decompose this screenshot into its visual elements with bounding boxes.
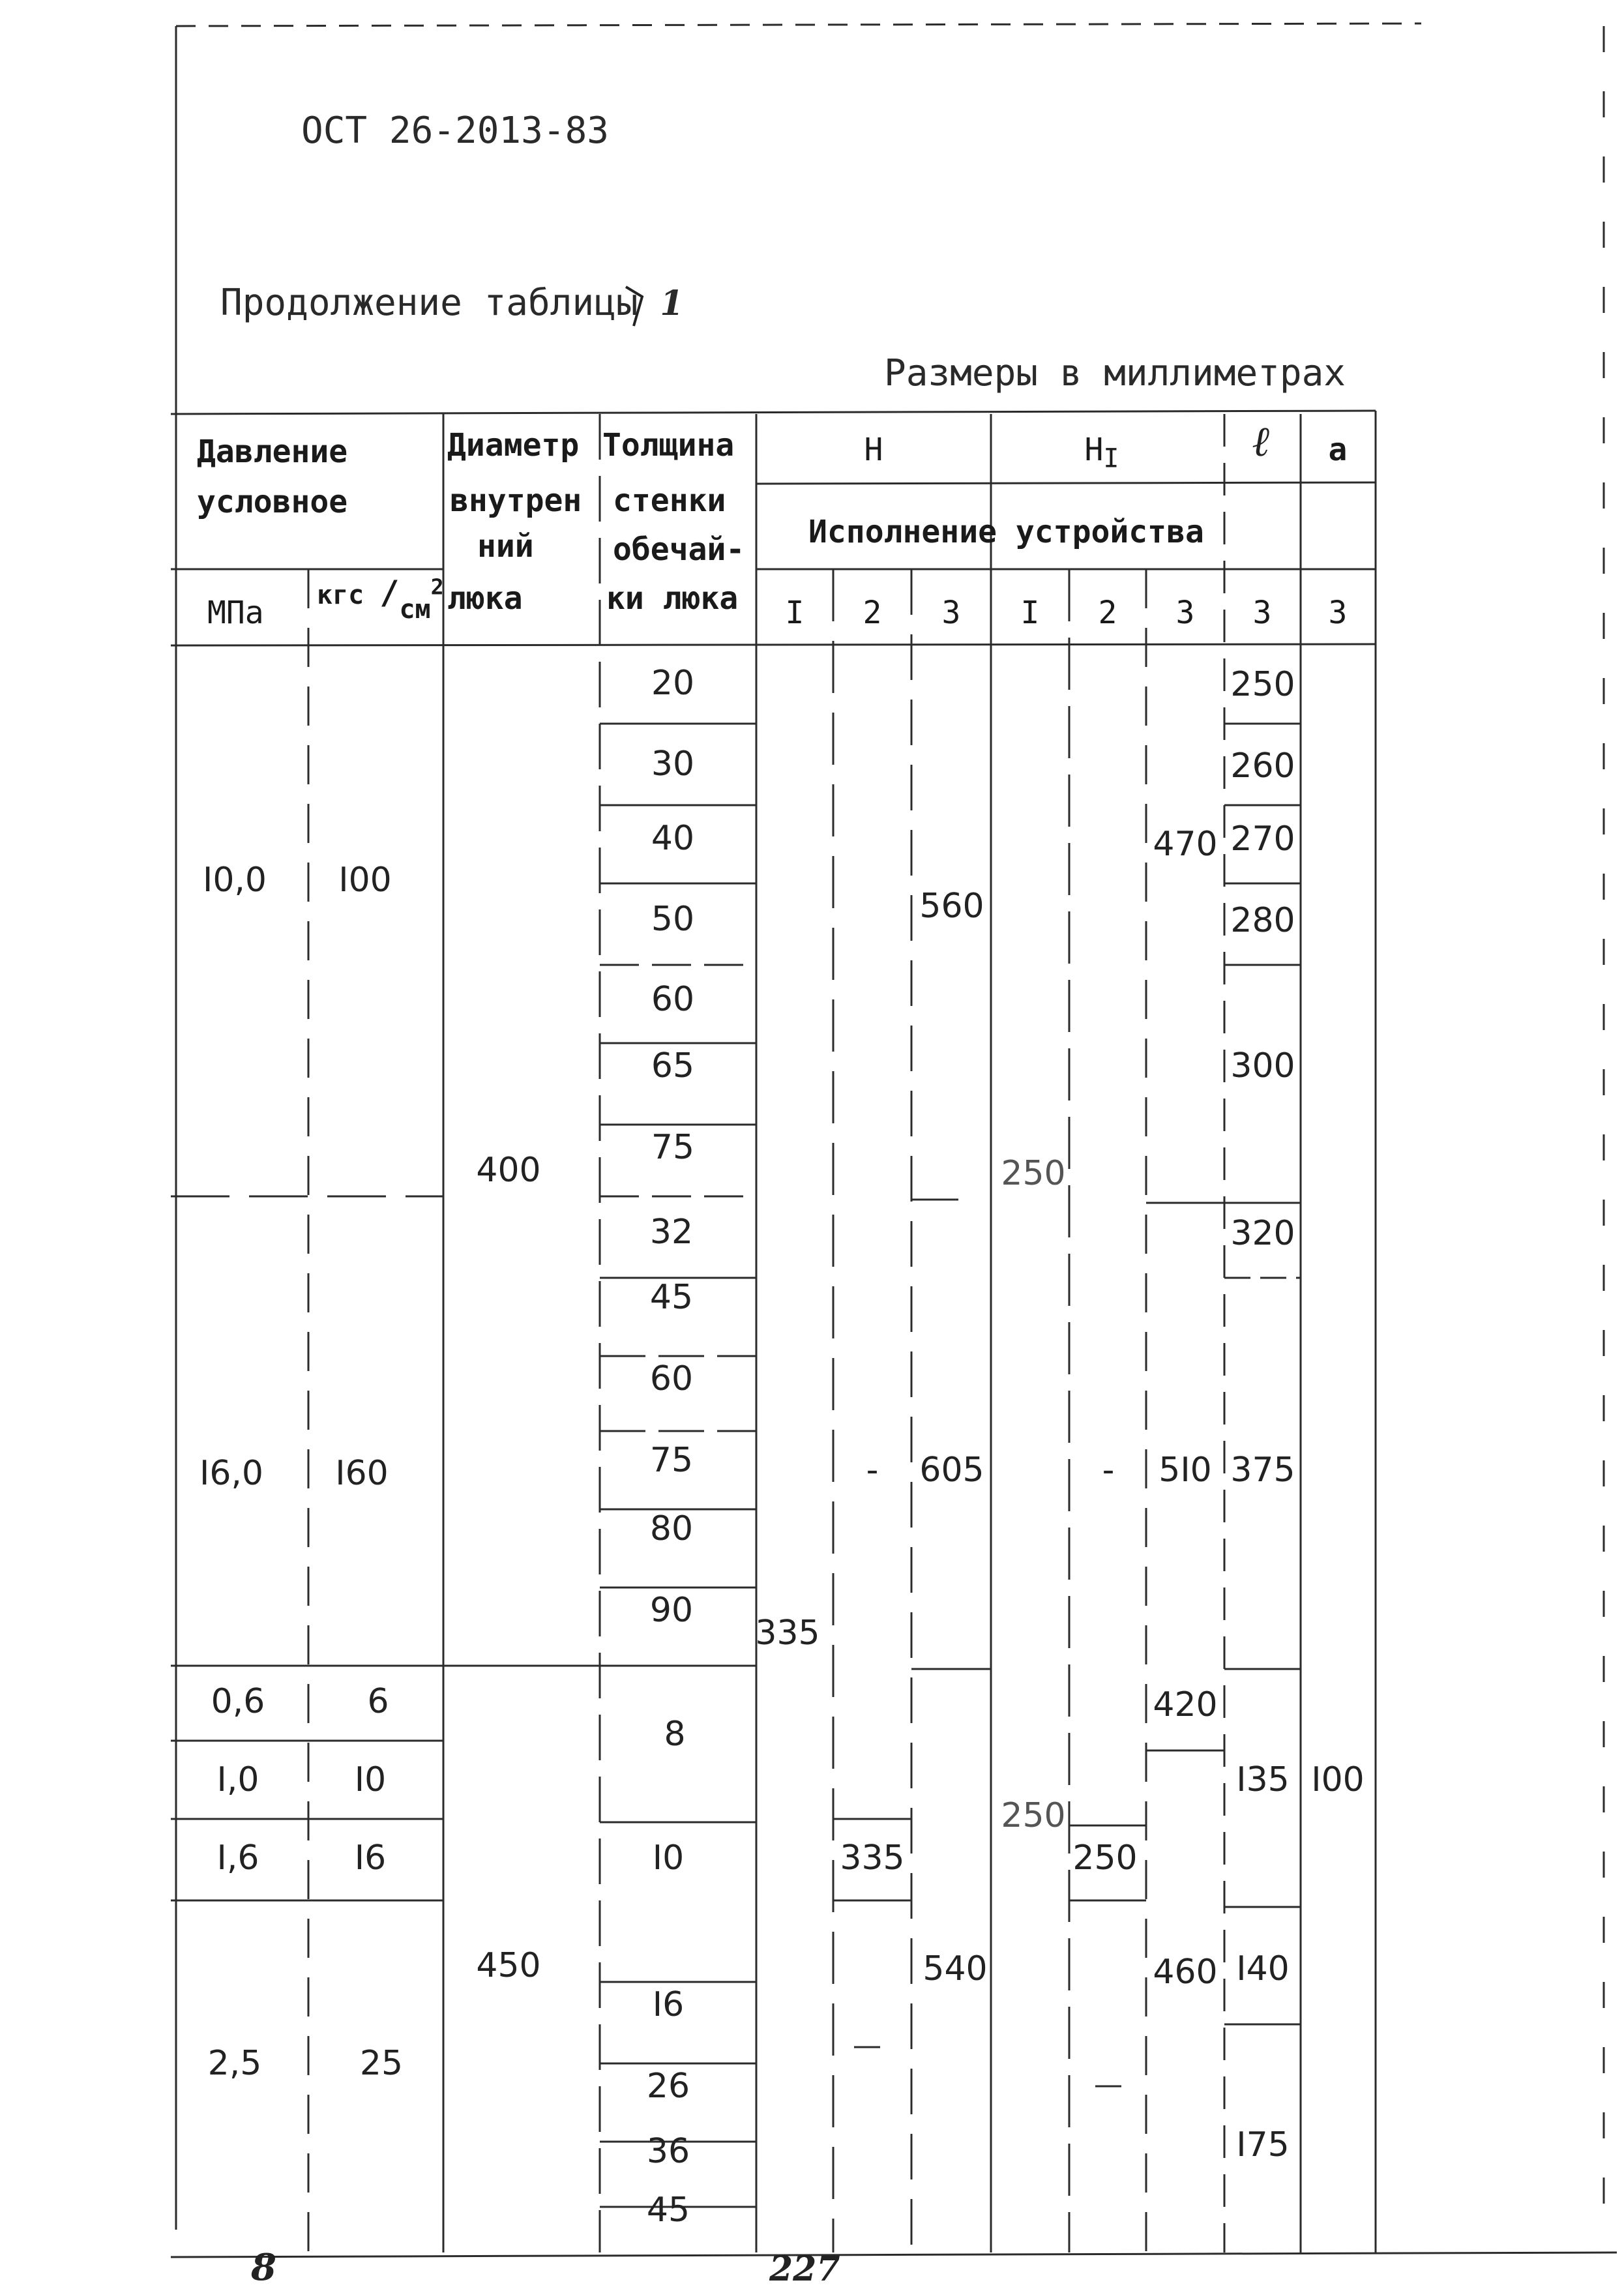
header-diameter-line2: внутрен xyxy=(450,482,582,519)
header-diameter-line1: Диаметр xyxy=(447,427,580,464)
header-unit-kgs: кгс $/см^2$ xyxy=(317,574,444,625)
unit-kgs-numerator: кгс xyxy=(317,580,364,610)
thickness-value: 80 xyxy=(649,1509,694,1548)
l-value: 250 xyxy=(1230,665,1295,704)
thickness-value: 32 xyxy=(649,1213,694,1252)
l-value: 320 xyxy=(1230,1214,1295,1253)
thickness-value: 8 xyxy=(664,1715,686,1754)
H-exec3-value: 605 xyxy=(919,1451,984,1490)
exec-col-6: 3 xyxy=(1175,595,1195,631)
header-H: H xyxy=(864,432,883,468)
H-exec2-dash: - xyxy=(866,1451,879,1490)
H1-exec2-value: 250 xyxy=(1072,1839,1138,1878)
thickness-value: 60 xyxy=(649,1359,694,1398)
l-value: 260 xyxy=(1230,746,1295,786)
header-diameter-line3: ний xyxy=(477,528,534,565)
l-value: I75 xyxy=(1236,2125,1290,2164)
thickness-value: 65 xyxy=(651,1046,695,1085)
header-pressure-line2: условное xyxy=(197,484,348,520)
pressure-kgs: I60 xyxy=(335,1454,389,1493)
thickness-value: 26 xyxy=(646,2067,690,2106)
pressure-kgs: I00 xyxy=(338,861,392,900)
H1-exec1-value: 250 xyxy=(1001,1796,1066,1835)
H1-exec3-value: 5I0 xyxy=(1159,1451,1212,1490)
header-execution: Исполнение устройства xyxy=(808,514,1204,550)
l-value: 280 xyxy=(1230,901,1295,940)
continuation-label: Продолжение таблицы xyxy=(220,282,638,324)
pressure-kgs: I0 xyxy=(354,1760,387,1799)
header-H1-letter: H xyxy=(1084,432,1104,468)
header-H1-sub: I xyxy=(1103,443,1119,474)
pressure-mpa: I,0 xyxy=(216,1760,259,1799)
footer-page-number: 227 xyxy=(769,2249,840,2289)
thickness-value: I6 xyxy=(652,1985,685,2024)
exec-col-2: 2 xyxy=(863,595,882,631)
thickness-value: 75 xyxy=(649,1441,694,1480)
l-value: I40 xyxy=(1236,1949,1290,1988)
footer-left-mark: 8 xyxy=(251,2246,276,2289)
diameter-value: 400 xyxy=(476,1151,541,1190)
header-a: a xyxy=(1328,432,1348,468)
document-code: ОСТ 26-2013-83 xyxy=(301,110,610,152)
l-value: 375 xyxy=(1230,1451,1295,1490)
H-exec3-value: 560 xyxy=(919,887,984,926)
header-diameter-line4: люка xyxy=(447,580,523,617)
a-value: I00 xyxy=(1311,1760,1365,1799)
H-exec3-value: 540 xyxy=(923,1949,988,1988)
exec-col-3: 3 xyxy=(941,595,961,631)
thickness-value: 45 xyxy=(649,1278,694,1317)
header-unit-mpa: МПа xyxy=(207,595,264,631)
pressure-mpa: 0,6 xyxy=(211,1682,265,1721)
thickness-value: 60 xyxy=(651,980,695,1019)
thickness-value: 20 xyxy=(651,664,695,703)
thickness-value: 50 xyxy=(651,900,695,939)
header-l: ℓ xyxy=(1252,417,1271,466)
unit-kgs-denominator: см xyxy=(399,595,431,625)
l-value: 300 xyxy=(1230,1046,1295,1085)
header-thickness-line1: Толщина xyxy=(602,427,735,464)
H1-exec3-value: 460 xyxy=(1153,1953,1218,1992)
H-exec2-value: 335 xyxy=(840,1839,905,1878)
header-thickness-line4: ки люка xyxy=(606,580,739,617)
H-exec1-value: 335 xyxy=(755,1614,820,1653)
l-value: 270 xyxy=(1230,820,1295,859)
exec-col-5: 2 xyxy=(1098,595,1117,631)
table-number: 1 xyxy=(660,284,684,323)
exec-col-4: I xyxy=(1020,595,1040,631)
diameter-value: 450 xyxy=(476,1946,541,1985)
pressure-kgs: I6 xyxy=(354,1839,387,1878)
thickness-value: I0 xyxy=(652,1839,685,1878)
exec-col-8: 3 xyxy=(1328,595,1348,631)
pressure-mpa: 2,5 xyxy=(207,2044,262,2083)
H1-exec1-value: 250 xyxy=(1001,1154,1066,1193)
H1-exec2-dash: - xyxy=(1102,1451,1115,1490)
unit-kgs-exponent: 2 xyxy=(430,574,444,600)
pressure-mpa: I0,0 xyxy=(202,861,267,900)
thickness-value: 40 xyxy=(651,819,695,858)
pressure-mpa: I6,0 xyxy=(199,1454,264,1493)
H1-exec3-value: 470 xyxy=(1153,825,1218,864)
header-H1 xyxy=(1085,432,1119,474)
header-thickness-line3: обечай- xyxy=(613,531,745,568)
thickness-value: 36 xyxy=(646,2132,690,2171)
pressure-kgs: 25 xyxy=(359,2044,404,2083)
pressure-mpa: I,6 xyxy=(216,1839,259,1878)
l-value: I35 xyxy=(1236,1760,1290,1799)
exec-col-7: 3 xyxy=(1252,595,1272,631)
thickness-value: 90 xyxy=(649,1591,694,1630)
pressure-kgs: 6 xyxy=(367,1682,389,1721)
thickness-value: 75 xyxy=(651,1128,695,1167)
units-note: Размеры в миллиметрах xyxy=(884,352,1346,394)
continuation-title xyxy=(220,282,684,324)
H1-exec3-value: 420 xyxy=(1153,1685,1218,1724)
header-thickness-line2: стенки xyxy=(613,482,726,519)
exec-col-1: I xyxy=(785,595,805,631)
header-pressure-line1: Давление xyxy=(197,434,348,470)
thickness-value: 45 xyxy=(646,2191,690,2230)
thickness-value: 30 xyxy=(651,745,695,784)
